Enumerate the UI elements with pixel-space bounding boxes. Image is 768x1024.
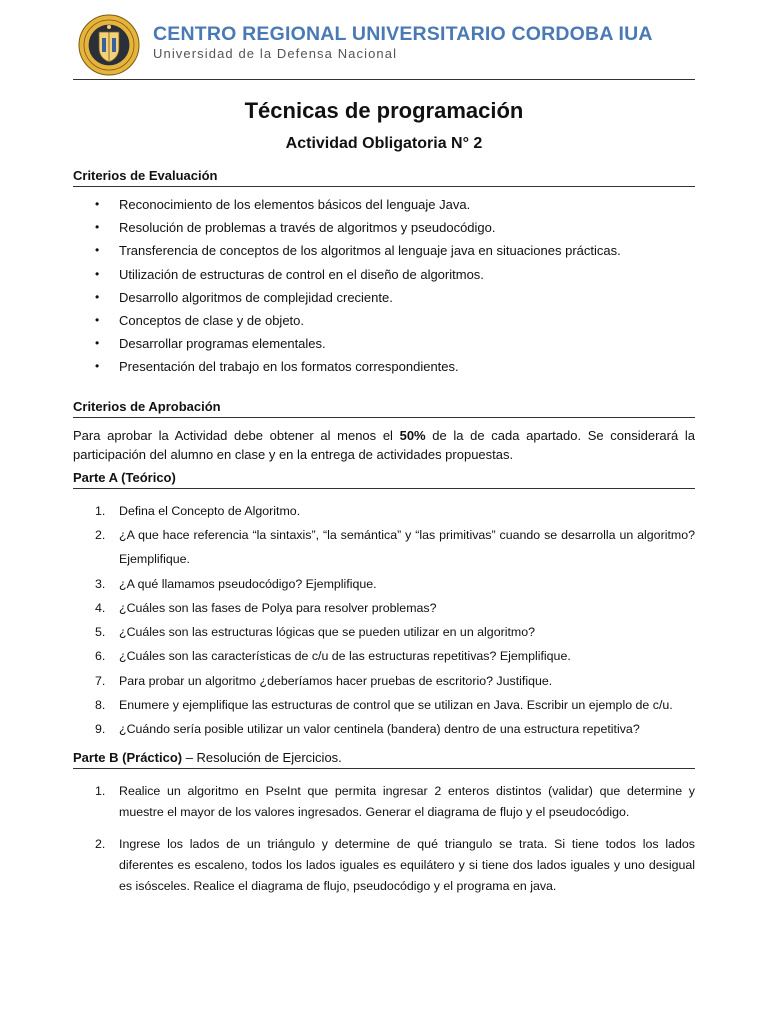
university-seal-logo: [78, 14, 140, 76]
item-text: Para probar un algoritmo ¿deberíamos hacer pruebas de escritorio? Justifique.: [119, 673, 553, 688]
item-text: ¿Cuáles son las características de c/u de las estructuras repetitivas? Ejemplifique.: [119, 649, 571, 664]
list-item: [73, 693, 695, 717]
item-text: ¿A que hace referencia “la sintaxis”, “la semántica” y “las primitivas” cuando se desarrolla un algoritmo? Ejemplifique.: [119, 527, 695, 567]
item-number: 1.: [95, 783, 106, 798]
institution-name: CENTRO REGIONAL UNIVERSITARIO CORDOBA IUA: [153, 23, 653, 45]
list-item: [73, 834, 695, 897]
list-item: [73, 523, 695, 572]
list-item: • Transferencia de conceptos de los algoritmos al lenguaje java en situaciones prácticas.: [73, 239, 695, 262]
item-number: 2.: [95, 527, 106, 542]
item-text: Enumere y ejemplifique las estructuras de control que se utilizan en Java. Escribir un ejemplo de c/u.: [119, 698, 673, 712]
document-body: [73, 96, 695, 908]
header-divider: [73, 79, 695, 80]
item-number: 2.: [95, 836, 106, 851]
item-number: 3.: [95, 576, 106, 591]
item-number: 7.: [95, 673, 106, 688]
item-number: 8.: [95, 698, 106, 712]
item-text: ¿Cuáles son las fases de Polya para resolver problemas?: [119, 600, 437, 615]
item-number: 1.: [95, 503, 106, 518]
part-b-heading: [73, 750, 695, 769]
list-item: • Desarrollo algoritmos de complejidad creciente.: [73, 286, 695, 309]
evaluation-list: [73, 193, 695, 379]
part-a-heading: Parte A (Teórico): [73, 470, 695, 489]
item-text: ¿Cuándo sería posible utilizar un valor centinela (bandera) dentro de una estructura repetitiva?: [119, 722, 640, 737]
list-item: • Utilización de estructuras de control en el diseño de algoritmos.: [73, 263, 695, 286]
document-title: Técnicas de programación: [244, 98, 524, 123]
list-item: • Desarrollar programas elementales.: [73, 332, 695, 355]
document-header: [78, 14, 698, 78]
evaluation-heading: Criterios de Evaluación: [73, 168, 695, 187]
part-a-questions: [73, 499, 695, 742]
item-number: 6.: [95, 649, 106, 664]
item-text: Ingrese los lados de un triángulo y determine de qué triangulo se trata. Si tiene todos los lados diferentes es escaleno, todos los lados iguales es equilátero y si tiene dos lados iguales y uno desigual es isósceles. Realice el diagrama de flujo, pseudocódigo y el programa en java.: [119, 836, 695, 893]
approval-text-start: Para aprobar la Actividad debe obtener al menos el: [73, 427, 400, 443]
list-item: • Reconocimiento de los elementos básicos del lenguaje Java.: [73, 193, 695, 216]
item-text: Realice un algoritmo en PseInt que permita ingresar 2 enteros distintos (validar) que determine y muestre el mayor de los valores ingresados. Generar el diagrama de flujo y el pseudocódigo.: [119, 783, 695, 819]
institution-subtitle: Universidad de la Defensa Nacional: [153, 46, 398, 61]
list-item: [73, 644, 695, 668]
list-item: [73, 499, 695, 523]
list-item: [73, 669, 695, 693]
approval-heading: Criterios de Aprobación: [73, 399, 695, 418]
part-b-title-rest: – Resolución de Ejercicios.: [182, 749, 342, 765]
approval-text-end: de la de cada apartado. Se considerará la participación del alumno en clase y en la entrega de actividades propuestas.: [73, 427, 695, 462]
approval-paragraph: [73, 426, 695, 464]
item-text: ¿A qué llamamos pseudocódigo? Ejemplifique.: [119, 576, 377, 591]
item-number: 4.: [95, 600, 106, 615]
list-item: [73, 620, 695, 644]
item-text: Defina el Concepto de Algoritmo.: [119, 503, 301, 518]
item-text: ¿Cuáles son las estructuras lógicas que se pueden utilizar en un algoritmo?: [119, 625, 536, 640]
part-b-title: Parte B (Práctico): [73, 749, 183, 765]
document-subtitle: Actividad Obligatoria N° 2: [285, 135, 483, 152]
list-item: • Presentación del trabajo en los formatos correspondientes.: [73, 355, 695, 378]
item-number: 5.: [95, 625, 106, 640]
part-b-exercises: [73, 781, 695, 897]
list-item: [73, 781, 695, 823]
approval-threshold: 50%: [399, 427, 426, 443]
list-item: • Resolución de problemas a través de algoritmos y pseudocódigo.: [73, 216, 695, 239]
list-item: [73, 572, 695, 596]
list-item: [73, 596, 695, 620]
list-item: [73, 717, 695, 741]
list-item: • Conceptos de clase y de objeto.: [73, 309, 695, 332]
item-number: 9.: [95, 722, 106, 737]
